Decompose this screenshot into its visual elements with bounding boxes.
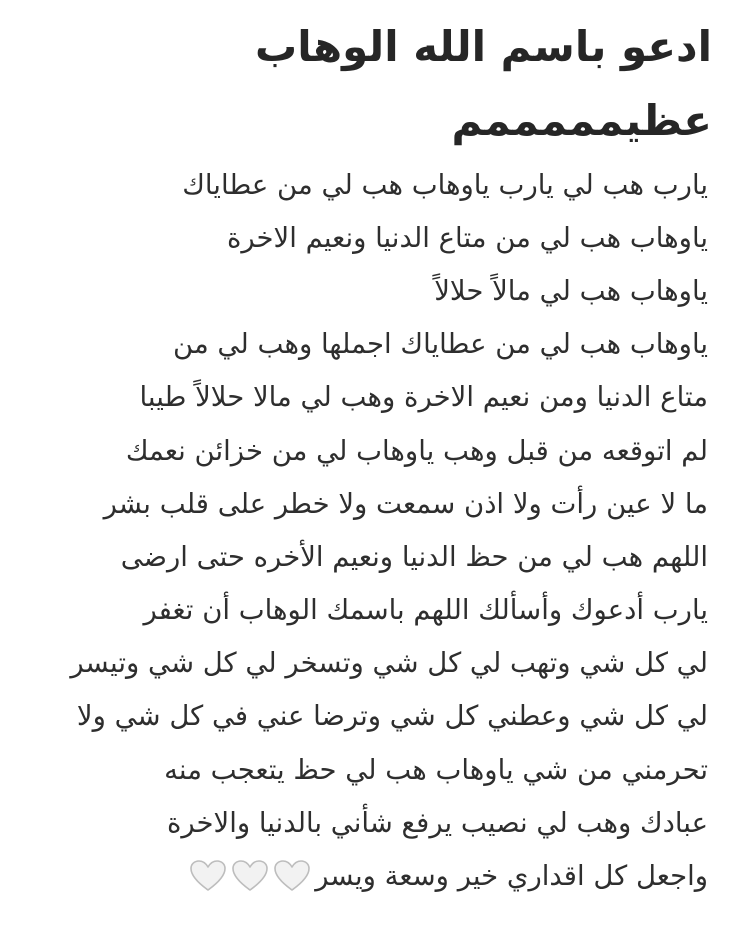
- text-line-content: متاع الدنيا ومن نعيم الاخرة وهب لي مالا حلالاً طيبا: [139, 381, 708, 414]
- text-line: [24, 743, 708, 796]
- text-line: [24, 371, 708, 424]
- text-line: [24, 584, 708, 637]
- text-line-content: ياوهاب هب لي مالاً حلالاً: [434, 274, 708, 307]
- text-line: [24, 264, 708, 317]
- text-line-content: اللهم هب لي من حظ الدنيا ونعيم الأخره حتى ارضى: [120, 540, 708, 573]
- text-line-content: لم اتوقعه من قبل وهب ياوهاب لي من خزائن نعمك: [125, 434, 708, 467]
- white-heart-icon: [189, 859, 227, 893]
- text-line: [24, 530, 708, 583]
- text-line: [24, 158, 708, 211]
- text-line: [24, 424, 708, 477]
- supplication-text: [24, 158, 708, 903]
- text-line-content: تحرمني من شي ياوهاب هب لي حظ يتعجب منه: [164, 753, 708, 786]
- text-line-content: يارب هب لي يارب ياوهاب هب لي من عطاياك: [182, 168, 708, 201]
- text-line-content: لي كل شي وعطني كل شي وترضا عني في كل شي ولا: [76, 700, 708, 733]
- text-line: [24, 477, 708, 530]
- text-line: [24, 211, 708, 264]
- title-line-1: ادعو باسم الله الوهاب: [255, 22, 712, 71]
- text-line: [24, 796, 708, 849]
- text-line-content: لي كل شي وتهب لي كل شي وتسخر لي كل شي وتيسر: [70, 647, 708, 680]
- text-line: [24, 637, 708, 690]
- text-line-content: ياوهاب هب لي من متاع الدنيا ونعيم الاخرة: [226, 221, 708, 254]
- text-line-content: واجعل كل اقداري خير وسعة ويسر: [315, 860, 708, 893]
- text-line: [24, 690, 708, 743]
- white-heart-icon: [231, 859, 269, 893]
- white-heart-icon: [273, 859, 311, 893]
- text-line-content: عبادك وهب لي نصيب يرفع شأني بالدنيا والاخرة: [166, 806, 708, 839]
- text-line-content: ياوهاب هب لي من عطاياك اجملها وهب لي من: [173, 328, 708, 361]
- text-line-last: [24, 849, 708, 902]
- text-line: [24, 318, 708, 371]
- text-line-content: ما لا عين رأت ولا اذن سمعت ولا خطر على قلب بشر: [103, 487, 708, 520]
- hearts-group: [189, 859, 311, 893]
- text-line-content: يارب أدعوك وأسألك اللهم باسمك الوهاب أن تغفر: [143, 594, 708, 627]
- title-line-2: عظيمممممم: [451, 96, 712, 145]
